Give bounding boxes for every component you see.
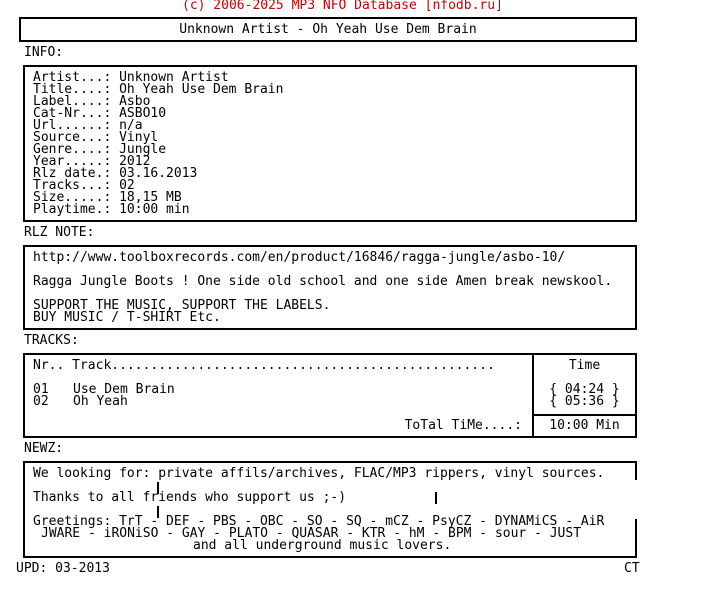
total-time-label: ToTal TiMe....: (404, 418, 522, 433)
rlz-description: Ragga Jungle Boots ! One side old school and one side Amen break newskool. (33, 274, 613, 289)
track-nr: 02 (33, 394, 49, 409)
newz-heading: NEWZ: (24, 441, 64, 456)
newz-looking-for: We looking for: private affils/archives, FLAC/MP3 rippers, vinyl sources. (33, 466, 605, 481)
rlz-buy-line: BUY MUSIC / T-SHIRT Etc. (33, 310, 221, 325)
track-time: { 05:36 } (549, 394, 620, 409)
info-genre: Genre....: Jungle (33, 142, 167, 157)
info-rlz-date: Rlz date.: 03.16.2013 (33, 166, 198, 181)
info-playtime: Playtime.: 10:00 min (33, 202, 190, 217)
newz-right-border-bottom (635, 519, 637, 556)
info-title: Title....: Oh Yeah Use Dem Brain (33, 82, 284, 97)
tracks-heading: TRACKS: (24, 333, 79, 348)
total-time-value: 10:00 Min (549, 418, 620, 433)
info-source: Source...: Vinyl (33, 130, 159, 145)
title-box (19, 17, 637, 42)
track-title: Oh Yeah (73, 394, 128, 409)
info-label: Label....: Asbo (33, 94, 151, 109)
track-title: Use Dem Brain (73, 382, 175, 397)
tracks-header: Nr.. Track................................................. (33, 358, 495, 373)
info-artist: Artist...: Unknown Artist (33, 70, 229, 85)
newz-greetings: Greetings: TrT - DEF - PBS - OBC - SO - SQ - mCZ - PsyCZ - DYNAMiCS - AiR (33, 514, 605, 529)
copyright-link[interactable]: (c) 2006-2025 MP3 NFO Database [nfodb.ru] (182, 0, 503, 13)
tracks-box (23, 353, 637, 438)
newz-bar (435, 492, 437, 504)
info-cat-nr: Cat-Nr...: ASBO10 (33, 106, 167, 121)
newz-box (23, 461, 637, 558)
newz-greetings-end: and all underground music lovers. (193, 538, 452, 553)
info-box (23, 65, 637, 222)
newz-thanks: Thanks to all friends who support us ;-) (33, 490, 347, 505)
info-year: Year.....: 2012 (33, 154, 151, 169)
time-header: Time (568, 358, 601, 373)
newz-greetings-cont: JWARE - iRONiSO - GAY - PLATO - QUASAR - KTR - hM - BPM - sour - JUST (41, 526, 582, 541)
footer-updated: UPD: 03-2013 (16, 561, 110, 576)
track-time: { 04:24 } (549, 382, 620, 397)
info-heading: INFO: (24, 45, 64, 60)
rlz-note-heading: RLZ NOTE: (24, 225, 95, 240)
track-nr: 01 (33, 382, 49, 397)
release-title: Unknown Artist - Oh Yeah Use Dem Brain (179, 22, 477, 37)
info-tracks: Tracks...: 02 (33, 178, 135, 193)
info-size: Size.....: 18,15 MB (33, 190, 182, 205)
total-divider (532, 414, 635, 416)
rlz-support-line: SUPPORT THE MUSIC, SUPPORT THE LABELS. (33, 298, 331, 313)
info-url: Url......: n/a (33, 118, 143, 133)
footer-tag: CT (624, 561, 640, 576)
rlz-note-box (23, 245, 637, 330)
rlz-url-link[interactable]: http://www.toolboxrecords.com/en/product/16846/ragga-jungle/asbo-10/ (33, 250, 566, 265)
newz-right-border-top (635, 463, 637, 480)
